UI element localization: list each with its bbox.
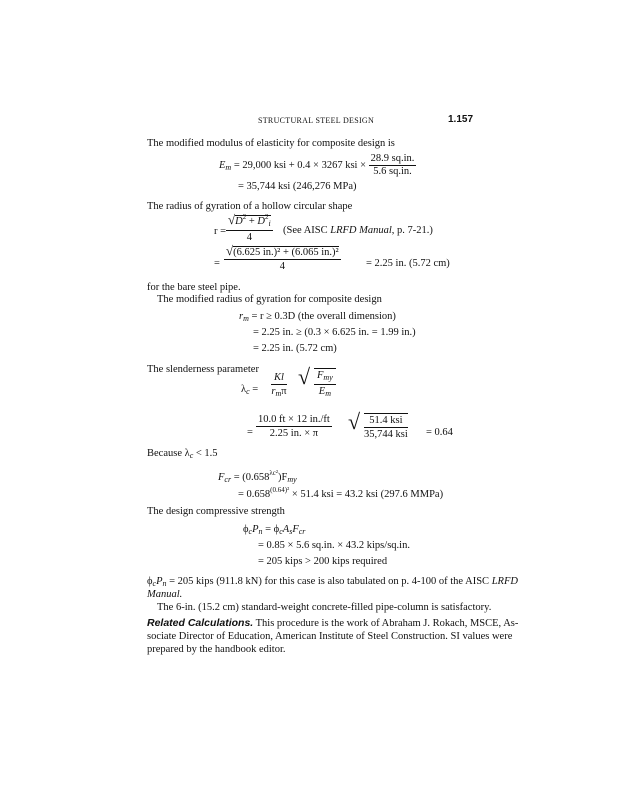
- fcr-line-1: Fcr = $(0.658^{\lambda c^2})Fmy$: [218, 469, 297, 484]
- lambda2-fraction: 10.0 ft × 12 in./ft 2.25 in. × π: [258, 414, 330, 439]
- r-reference: [283, 224, 433, 237]
- lambda2-result: = 0.64: [426, 427, 453, 438]
- rm-line-2: = 2.25 in. ≥ (0.3 × 6.625 in. = 1.99 in.): [253, 327, 416, 338]
- em-lhs-sub: m: [225, 162, 232, 172]
- r2-num: (6.625 in.)² + (6.065 in.)²: [233, 247, 339, 258]
- pn-line-3: = 205 kips > 200 kips required: [258, 556, 388, 567]
- lambda2-eq: =: [247, 427, 253, 438]
- r-ref-pre: (See AISC: [283, 225, 328, 236]
- equation-em: [219, 153, 416, 178]
- r2-den: 4: [279, 261, 285, 272]
- r-num-a: D: [235, 216, 243, 227]
- paragraph-modified-radius: The modified radius of gyration for composite design: [157, 294, 382, 305]
- r-num-sub: i: [268, 219, 271, 228]
- related-calculations-line-1: Related Calculations. This procedure is the work of Abraham J. Rokach, MSCE, As-: [147, 617, 519, 629]
- r-fraction: $√D^2 + D^2i$ 4: [228, 212, 271, 243]
- em-lhs: E: [219, 159, 226, 171]
- em-frac-num: 28.9 sq.in.: [370, 153, 415, 164]
- em-result: = 35,744 ksi (246,276 MPa): [238, 181, 357, 192]
- paragraph-tabulated-line2: Manual.: [147, 589, 183, 600]
- rm-line-3: = 2.25 in. (5.72 cm): [253, 343, 337, 354]
- r-den: 4: [246, 232, 252, 243]
- em-rhs-pre: = 29,000 ksi + 0.4 × 3267 ksi ×: [233, 159, 367, 171]
- fcr-line-2: = $0.658^{(0.64)^2} \times 51.4$ ksi = 43.2 ksi (297.6 MMPa): [238, 486, 444, 500]
- r-ref-ital: LRFD Manual: [330, 225, 392, 236]
- lambda-lhs: λc =: [241, 384, 259, 396]
- pn-line-1: ϕcPn = ϕcAsFcr: [243, 524, 306, 536]
- related-calculations-line-3: prepared by the handbook editor.: [147, 644, 286, 655]
- paragraph-satisfactory: The 6-in. (15.2 cm) standard-weight concrete-filled pipe-column is satisfactory.: [157, 602, 492, 613]
- lambda-fraction: Kl rmπ: [271, 372, 287, 398]
- paragraph-tabulated: ϕcPn = 205 kips (911.8 kN) for this case is also tabulated on p. 4-100 of the AISC LRFD: [147, 576, 518, 588]
- page-number: 1.157: [448, 114, 474, 125]
- rm1-lhs: r: [239, 311, 244, 322]
- paragraph-modulus-intro: The modified modulus of elasticity for composite design is: [147, 138, 395, 149]
- rm1-sub: m: [243, 314, 249, 323]
- because-line: Because λc < 1.5: [147, 448, 218, 460]
- em-fraction: [369, 153, 417, 178]
- paragraph-radius-intro: The radius of gyration of a hollow circular shape: [147, 201, 353, 212]
- r2-eq: =: [214, 258, 220, 269]
- r-lhs: r =: [214, 226, 227, 237]
- running-title: STRUCTURAL STEEL DESIGN: [258, 116, 375, 125]
- lambda2-radical: √ 51.4 ksi 35,744 ksi: [348, 409, 408, 440]
- rm1-rhs: = r ≥ 0.3D (the overall dimension): [251, 311, 396, 322]
- r-ref-post: , p. 7-21.): [391, 225, 433, 236]
- pn-line-2: = 0.85 × 5.6 sq.in. × 43.2 kips/sq.in.: [258, 540, 410, 551]
- rm-line-1: [239, 310, 396, 325]
- paragraph-design-strength: The design compressive strength: [147, 506, 285, 517]
- r2-result: = 2.25 in. (5.72 cm): [366, 258, 450, 269]
- r-num-b: D: [257, 216, 265, 227]
- lambda-radical: √ Fmy Em: [300, 368, 336, 400]
- related-calculations-heading: Related Calculations.: [147, 617, 254, 629]
- paragraph-bare-pipe: for the bare steel pipe.: [147, 282, 241, 293]
- paragraph-slenderness: The slenderness parameter: [147, 364, 259, 375]
- em-frac-den: 5.6 sq.in.: [373, 166, 412, 177]
- r2-fraction: √(6.625 in.)² + (6.065 in.)² 4: [226, 243, 339, 272]
- related-calculations-line-2: sociate Director of Education, American Institute of Steel Construction. SI values were: [147, 631, 513, 642]
